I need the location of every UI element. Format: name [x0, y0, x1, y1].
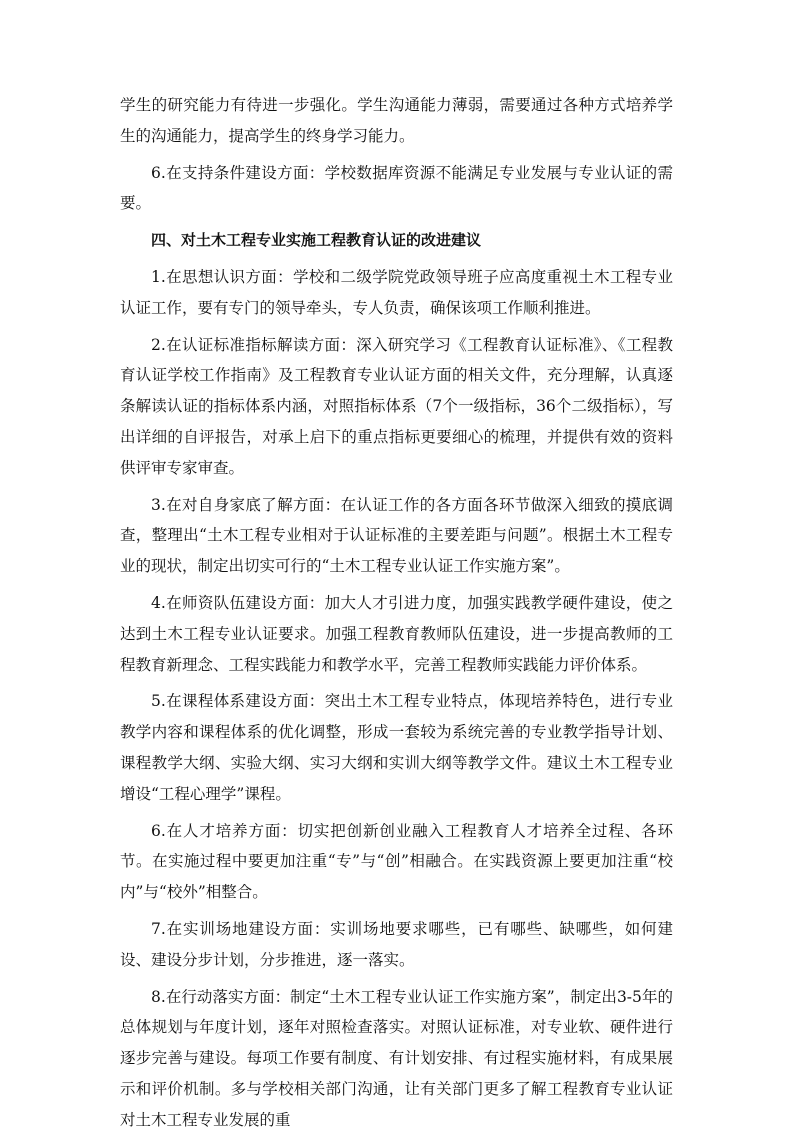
suggestion-paragraph-2: 2.在认证标准指标解读方面：深入研究学习《工程教育认证标准》、《工程教育认证学校工作指南》及工程教育专业认证方面的相关文件，充分理解，认真逐条解读认证的指标体系内涵，对照指标体系（7个一级指标，36个二级指标），写出详细的自评报告，对承上启下的重点指标更要细心的梳理，并提供有效的资料供评审专家审查。	[120, 335, 673, 477]
suggestion-paragraph-6: 6.在人才培养方面：切实把创新创业融入工程教育人才培养全过程、各环节。在实施过程中要更加注重“专”与“创”相融合。在实践资源上要更加注重“校内”与“校外”相整合。	[120, 821, 673, 902]
continuation-paragraph: 学生的研究能力有待进一步强化。学生沟通能力薄弱，需要通过各种方式培养学生的沟通能力，提高学生的终身学习能力。	[120, 96, 673, 145]
suggestion-paragraph-7: 7.在实训场地建设方面：实训场地要求哪些，已有哪些、缺哪些，如何建设、建设分步计划，分步推进，逐一落实。	[120, 919, 673, 969]
suggestion-paragraph-3: 3.在对自身家底了解方面：在认证工作的各方面各环节做深入细致的摸底调查，整理出“土木工程专业相对于认证标准的主要差距与问题”。根据土木工程专业的现状，制定出切实可行的“土木工程专业认证工作实施方案”。	[120, 495, 673, 576]
support-conditions-paragraph: 6.在支持条件建设方面：学校数据库资源不能满足专业发展与专业认证的需要。	[120, 163, 673, 213]
document-body	[120, 90, 673, 1136]
section-heading: 四、对土木工程专业实施工程教育认证的改进建议	[151, 231, 482, 250]
suggestion-paragraph-8: 8.在行动落实方面：制定“土木工程专业认证工作实施方案”，制定出3-5年的总体规划与年度计划，逐年对照检查落实。对照认证标准，对专业软、硬件进行逐步完善与建设。每项工作要有制度、有计划安排、有过程实施材料，有成果展示和评价机制。多与学校相关部门沟通，让有关部门更多了解工程教育专业认证对土木工程专业发展的重	[120, 987, 673, 1129]
suggestion-paragraph-1: 1.在思想认识方面：学校和二级学院党政领导班子应高度重视土木工程专业认证工作，要有专门的领导牵头，专人负责，确保该项工作顺利推进。	[120, 267, 673, 317]
suggestion-paragraph-5: 5.在课程体系建设方面：突出土木工程专业特点，体现培养特色，进行专业教学内容和课程体系的优化调整，形成一套较为系统完善的专业教学指导计划、课程教学大纲、实验大纲、实习大纲和实训大纲等教学文件。建议土木工程专业增设“工程心理学”课程。	[120, 692, 673, 803]
suggestion-paragraph-4: 4.在师资队伍建设方面：加大人才引进力度，加强实践教学硬件建设，使之达到土木工程专业认证要求。加强工程教育教师队伍建设，进一步提高教师的工程教育新理念、工程实践能力和教学水平，完善工程教师实践能力评价体系。	[120, 593, 673, 674]
